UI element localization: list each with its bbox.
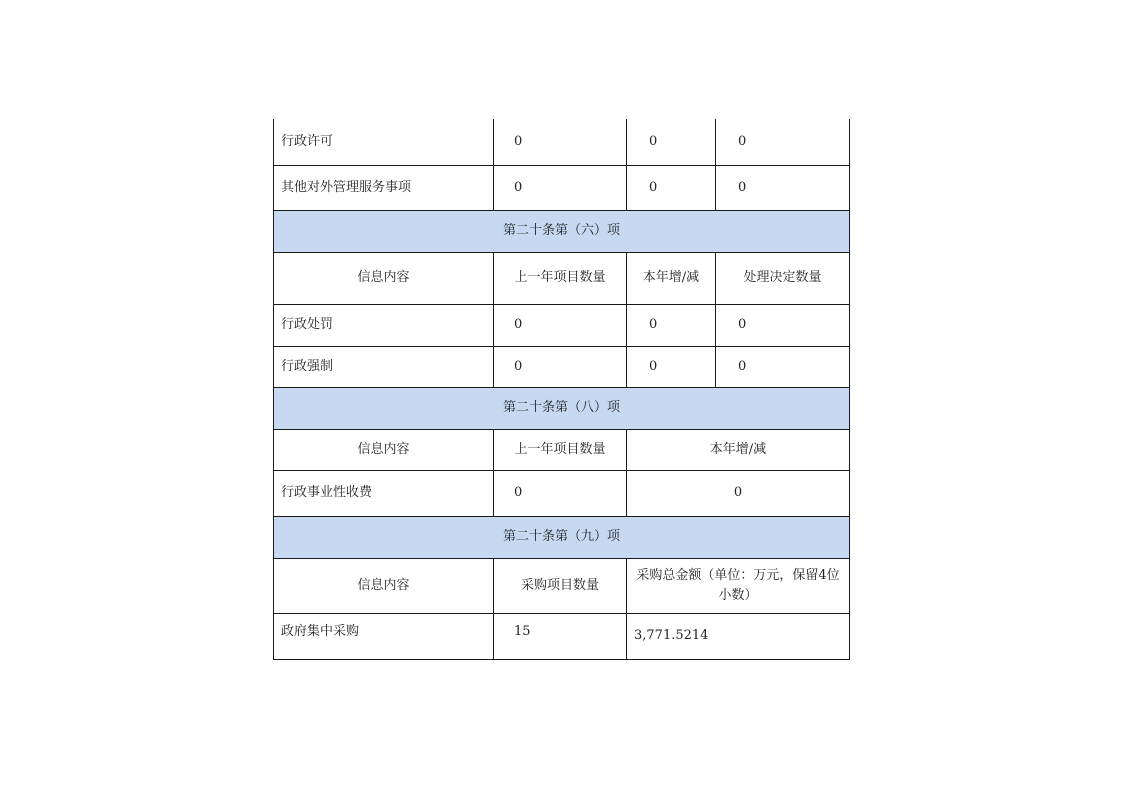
row-label: 行政事业性收费 bbox=[274, 470, 494, 516]
table-row bbox=[274, 304, 850, 346]
column-header-row bbox=[274, 429, 850, 470]
cell-value: 0 bbox=[494, 470, 627, 516]
section-title: 第二十条第（八）项 bbox=[274, 387, 850, 429]
cell-value: 15 bbox=[494, 613, 627, 659]
cell-value: 0 bbox=[494, 304, 627, 346]
column-header: 信息内容 bbox=[274, 429, 494, 470]
column-header-row bbox=[274, 252, 850, 304]
row-label: 政府集中采购 bbox=[274, 613, 494, 659]
table-row bbox=[274, 119, 850, 165]
cell-value: 0 bbox=[494, 165, 627, 210]
column-header: 采购总金额（单位：万元，保留4位小数） bbox=[627, 558, 850, 613]
column-header: 本年增/减 bbox=[627, 252, 716, 304]
table-row bbox=[274, 165, 850, 210]
cell-value: 0 bbox=[716, 165, 850, 210]
cell-value: 0 bbox=[494, 346, 627, 387]
cell-value: 0 bbox=[494, 119, 627, 165]
column-header: 处理决定数量 bbox=[716, 252, 850, 304]
row-label: 行政处罚 bbox=[274, 304, 494, 346]
column-header: 信息内容 bbox=[274, 252, 494, 304]
cell-value: 0 bbox=[716, 304, 850, 346]
cell-value: 0 bbox=[627, 119, 716, 165]
section-header-row bbox=[274, 210, 850, 252]
column-header: 信息内容 bbox=[274, 558, 494, 613]
cell-value: 0 bbox=[716, 346, 850, 387]
cell-value: 0 bbox=[716, 119, 850, 165]
cell-value: 0 bbox=[627, 304, 716, 346]
section-header-row bbox=[274, 516, 850, 558]
table-row bbox=[274, 470, 850, 516]
row-label: 其他对外管理服务事项 bbox=[274, 165, 494, 210]
section-title: 第二十条第（九）项 bbox=[274, 516, 850, 558]
cell-value: 3,771.5214 bbox=[627, 613, 850, 659]
table-row bbox=[274, 613, 850, 659]
section-title: 第二十条第（六）项 bbox=[274, 210, 850, 252]
section-header-row bbox=[274, 387, 850, 429]
column-header: 上一年项目数量 bbox=[494, 252, 627, 304]
row-label: 行政许可 bbox=[274, 119, 494, 165]
cell-value: 0 bbox=[627, 470, 850, 516]
column-header-row bbox=[274, 558, 850, 613]
row-label: 行政强制 bbox=[274, 346, 494, 387]
table-row bbox=[274, 346, 850, 387]
cell-value: 0 bbox=[627, 346, 716, 387]
disclosure-table bbox=[273, 119, 850, 660]
column-header: 本年增/减 bbox=[627, 429, 850, 470]
cell-value: 0 bbox=[627, 165, 716, 210]
column-header: 采购项目数量 bbox=[494, 558, 627, 613]
column-header: 上一年项目数量 bbox=[494, 429, 627, 470]
